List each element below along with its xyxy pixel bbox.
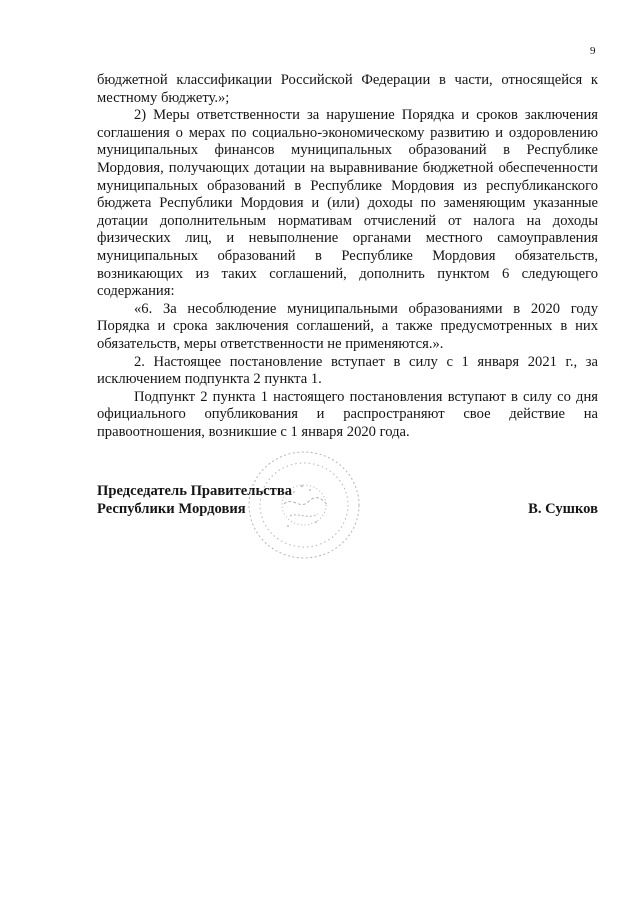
signature-block: [97, 482, 598, 518]
signer-title-line1: Председатель Правительства: [97, 483, 293, 499]
paragraph-quote-item-6: «6. За несоблюдение муниципальными образованиями в 2020 году Порядка и срока заключения соглашений, а также предусмотренных в них обязательств, меры ответственности не применяются.».: [97, 300, 598, 352]
paragraph-continuation: бюджетной классификации Российской Федерации в части, относящейся к местному бюджету.»;: [97, 72, 598, 106]
signer-name: В. Сушков: [528, 501, 598, 517]
document-body: [97, 72, 598, 441]
page-number: 9: [590, 45, 596, 57]
paragraph-effective-date: 2. Настоящее постановление вступает в силу с 1 января 2021 г., за исключением подпункта 2 пункта 1.: [97, 353, 598, 388]
paragraph-item-2: 2) Меры ответственности за нарушение Порядка и сроков заключения соглашения о мерах по социально-экономическому развитию и оздоровлению муниципальных финансов муниципальных образований в Республике Мордовия, получающих дотации на выравнивание бюджетной обеспеченности муниципальных образований в Республике Мордовия из республиканского бюджета Республики Мордовия и (или) доходы по заменяющим указанные дотации дополнительным нормативам отчислений от налога на доходы физических лиц, и невыполнение органами местного самоуправления муниципальных образований в Республике Мордовия обязательств, возникающих из таких соглашений, дополнить пунктом 6 следующего содержания:: [97, 107, 598, 300]
paragraph-subitem-effect: Подпункт 2 пункта 1 настоящего постановления вступают в силу со дня официального опубликования и распространяют свое действие на правоотношения, возникшие с 1 января 2020 года.: [97, 388, 598, 440]
signer-title-line2: Республики Мордовия: [97, 501, 246, 517]
